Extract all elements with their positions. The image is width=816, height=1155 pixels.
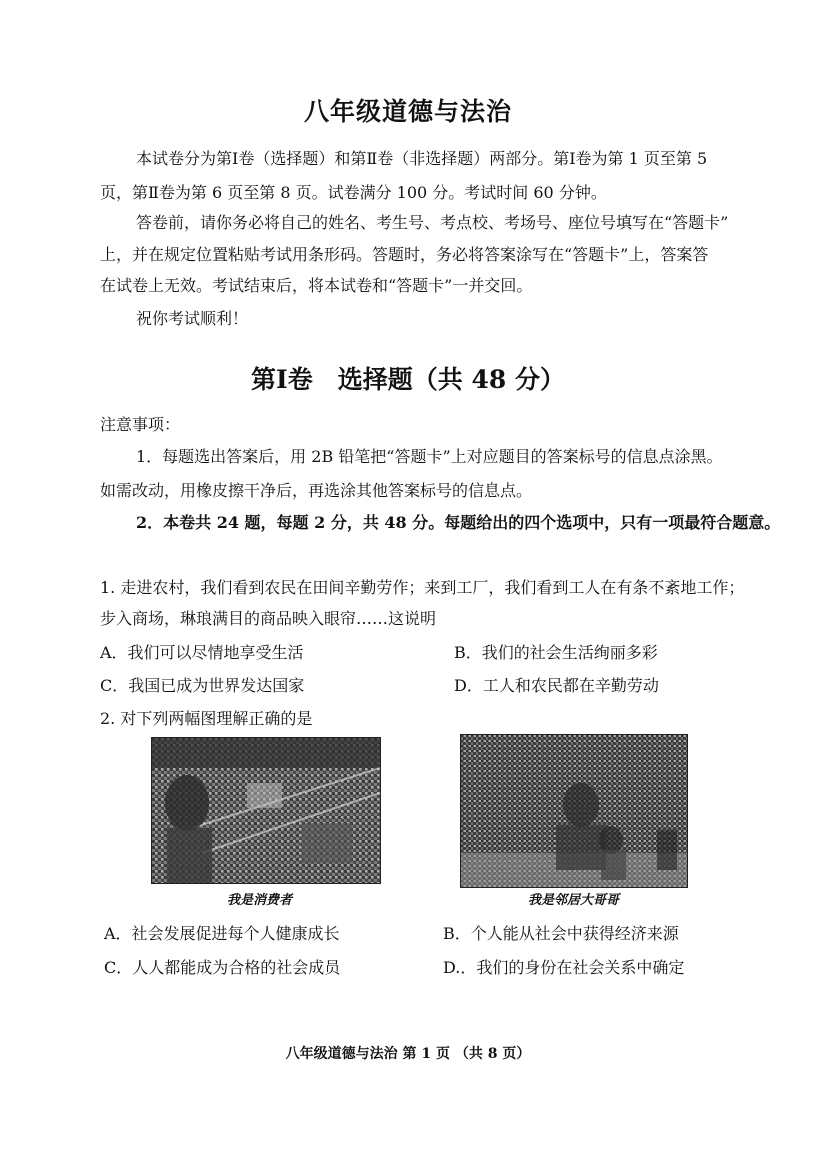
- notice-1-line-1: 1．每题选出答案后，用 2B 铅笔把“答题卡”上对应题目的答案标号的信息点涂黑。: [136, 447, 723, 466]
- question-1-stem-line-2: 步入商场，琳琅满目的商品映入眼帘……这说明: [100, 609, 437, 628]
- notice-2: 2．本卷共 24 题，每题 2 分，共 48 分。每题给出的四个选项中，只有一项最符合题意。: [136, 513, 781, 532]
- question-1-option-d: D．工人和农民都在辛勤劳动: [454, 676, 659, 695]
- question-1-option-b: B．我们的社会生活绚丽多彩: [454, 643, 658, 662]
- neighbor-photo-caption: 我是邻居大哥哥: [528, 893, 620, 908]
- question-2-option-c: C．人人都能成为合格的社会成员: [104, 958, 341, 977]
- question-1-stem-line-1: 1. 走进农村，我们看到农民在田间辛勤劳作；来到工厂，我们看到工人在有条不紊地工作；: [100, 578, 745, 597]
- neighbor-photo: [460, 734, 688, 888]
- exam-title: 八年级道德与法治: [303, 97, 512, 126]
- section-title: 第Ⅰ卷 选择题（共 48 分）: [251, 365, 565, 394]
- consumer-photo-caption: 我是消费者: [227, 893, 293, 908]
- consumer-photo: [151, 737, 381, 884]
- good-luck-line: 祝你考试顺利！: [136, 309, 249, 328]
- instruction-line-2: 页，第Ⅱ卷为第 6 页至第 8 页。试卷满分 100 分。考试时间 60 分钟。: [100, 183, 607, 202]
- notice-1-line-2: 如需改动，用橡皮擦干净后，再选涂其他答案标号的信息点。: [100, 481, 533, 500]
- instruction-line-1: 本试卷分为第Ⅰ卷（选择题）和第Ⅱ卷（非选择题）两部分。第Ⅰ卷为第 1 页至第 5: [136, 149, 708, 168]
- question-2-option-a: A．社会发展促进每个人健康成长: [104, 924, 340, 943]
- instruction-line-3: 答卷前，请你务必将自己的姓名、考生号、考点校、考场号、座位号填写在“答题卡”: [136, 213, 729, 232]
- question-2-option-d: D.．我们的身份在社会关系中确定: [443, 958, 685, 977]
- neighbor-photo-image: [461, 735, 687, 887]
- page-footer: 八年级道德与法治 第 1 页 （共 8 页）: [285, 1046, 531, 1062]
- question-1-option-a: A．我们可以尽情地享受生活: [100, 643, 304, 662]
- instruction-line-4: 上，并在规定位置粘贴考试用条形码。答题时，务必将答案涂写在“答题卡”上，答案答: [100, 245, 709, 264]
- instruction-line-5: 在试卷上无效。考试结束后，将本试卷和“答题卡”一并交回。: [100, 276, 533, 295]
- question-2-stem: 2. 对下列两幅图理解正确的是: [100, 709, 313, 728]
- notice-label: 注意事项：: [100, 415, 181, 434]
- question-1-option-c: C．我国已成为世界发达国家: [100, 676, 305, 695]
- question-2-option-b: B．个人能从社会中获得经济来源: [443, 924, 679, 943]
- consumer-photo-image: [152, 738, 380, 883]
